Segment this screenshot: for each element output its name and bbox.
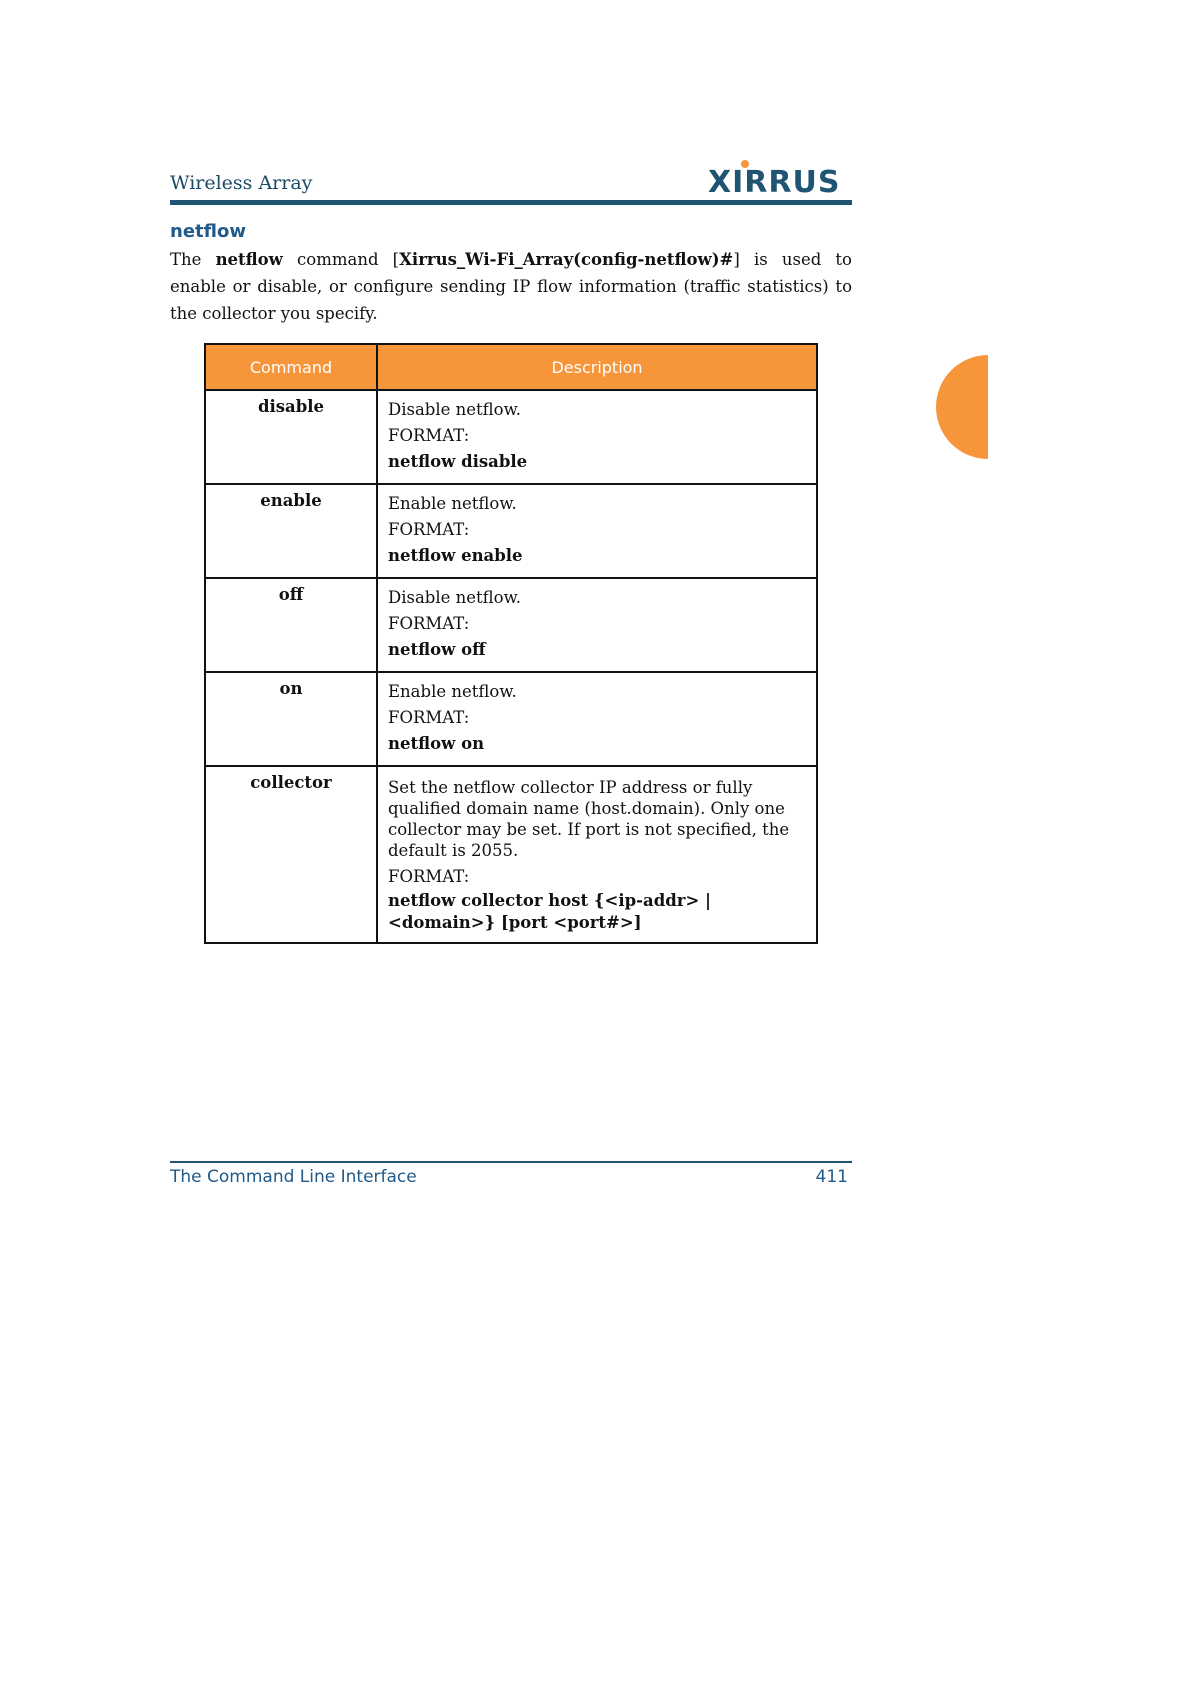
header-description: Description — [377, 344, 817, 390]
running-header-title: Wireless Array — [170, 172, 313, 194]
footer-rule — [170, 1161, 852, 1163]
table-row — [205, 766, 817, 943]
command-name: enable — [205, 484, 377, 578]
xirrus-logo — [708, 158, 848, 198]
chapter-side-tab — [936, 355, 988, 459]
command-name: off — [205, 578, 377, 672]
command-description: Disable netflow. FORMAT: netflow disable — [377, 390, 817, 484]
command-description: Enable netflow. FORMAT: netflow on — [377, 672, 817, 766]
table-row — [205, 578, 817, 672]
command-name: collector — [205, 766, 377, 943]
table-row — [205, 484, 817, 578]
header-command: Command — [205, 344, 377, 390]
header-rule — [170, 200, 852, 205]
command-table — [204, 343, 818, 944]
intro-paragraph: The netflow command [Xirrus_Wi-Fi_Array(config-netflow)#] is used to enable or disable, or configure sending IP flow information (traffic statistics) to the collector you specify. — [170, 250, 852, 323]
table-header-row — [205, 344, 817, 390]
command-description: Disable netflow. FORMAT: netflow off — [377, 578, 817, 672]
command-name: on — [205, 672, 377, 766]
command-description: Enable netflow. FORMAT: netflow enable — [377, 484, 817, 578]
table-row — [205, 390, 817, 484]
footer-chapter-title: The Command Line Interface — [170, 1167, 417, 1187]
section-title: netflow — [170, 221, 246, 242]
command-description: Set the netflow collector IP address or fully qualified domain name (host.domain). Only one collector may be set. If port is not specified, the default is 2055. FORMAT: netflow collector host {<ip-addr> | <domain>} [port <port#>] — [377, 766, 817, 943]
command-name: disable — [205, 390, 377, 484]
table-row — [205, 672, 817, 766]
page-number: 411 — [815, 1167, 848, 1187]
svg-text:XIRRUS: XIRRUS — [708, 165, 841, 198]
